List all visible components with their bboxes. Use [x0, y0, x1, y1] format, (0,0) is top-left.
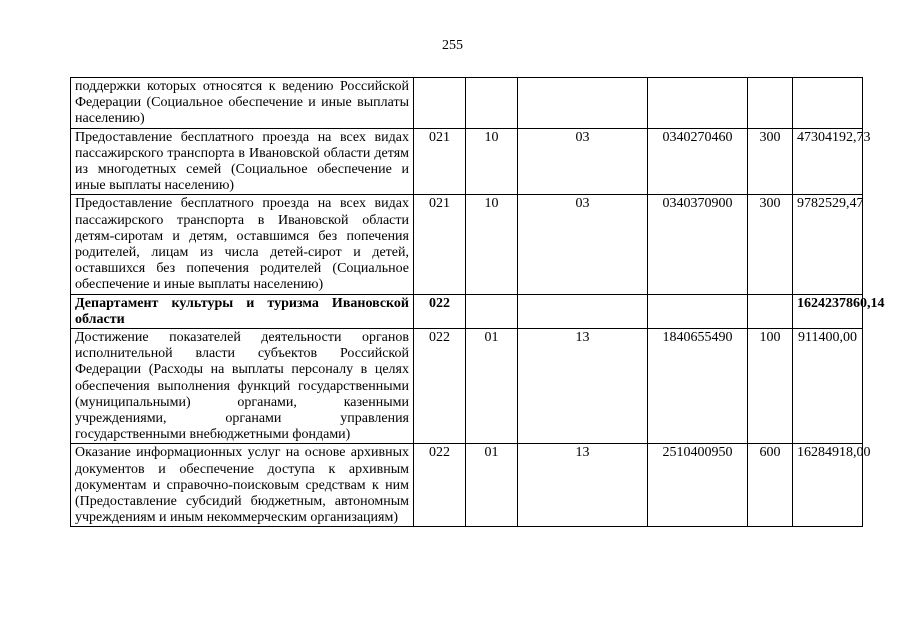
row-ministry-code: 022	[414, 444, 466, 527]
table-row	[71, 329, 863, 444]
row-name-cell: Департамент культуры и туризма Ивановской области	[71, 294, 414, 328]
row-expense-type-code	[748, 78, 793, 129]
row-ministry-code: 022	[414, 294, 466, 328]
row-name-cell: Достижение показателей деятельности органов исполнительной власти субъектов Российской Федерации (Расходы на выплаты персоналу в целях обеспечения выполнения функций государственными (муниципальными) органами, казенными учреждениями, органами управления государственными внебюджетными фондами)	[71, 329, 414, 444]
table-row	[71, 444, 863, 527]
row-section-code: 01	[466, 329, 518, 444]
row-target-code	[648, 294, 748, 328]
row-subsection-code: 03	[518, 128, 648, 195]
row-section-code	[466, 78, 518, 129]
row-section-code: 10	[466, 195, 518, 294]
row-amount: 1624237860,14	[793, 294, 863, 328]
row-section-code: 10	[466, 128, 518, 195]
row-name-cell: Предоставление бесплатного проезда на всех видах пассажирского транспорта в Ивановской области детям-сиротам и детям, оставшимся без попечения родителей, лицам из числа детей-сирот и детей, оставшихся без попечения родителей (Социальное обеспечение и иные выплаты населению)	[71, 195, 414, 294]
row-ministry-code: 022	[414, 329, 466, 444]
row-target-code: 1840655490	[648, 329, 748, 444]
row-subsection-code	[518, 294, 648, 328]
table-row	[71, 294, 863, 328]
table-row	[71, 128, 863, 195]
row-name-cell: Предоставление бесплатного проезда на всех видах пассажирского транспорта в Ивановской области детям из многодетных семей (Социальное обеспечение и иные выплаты населению)	[71, 128, 414, 195]
row-target-code	[648, 78, 748, 129]
row-section-code: 01	[466, 444, 518, 527]
row-amount: 911400,00	[793, 329, 863, 444]
row-ministry-code	[414, 78, 466, 129]
row-expense-type-code: 300	[748, 195, 793, 294]
row-ministry-code: 021	[414, 195, 466, 294]
row-amount: 47304192,73	[793, 128, 863, 195]
row-target-code: 0340370900	[648, 195, 748, 294]
row-ministry-code: 021	[414, 128, 466, 195]
table-row	[71, 195, 863, 294]
row-subsection-code: 13	[518, 329, 648, 444]
row-amount: 16284918,00	[793, 444, 863, 527]
row-name-cell: поддержки которых относятся к ведению Российской Федерации (Социальное обеспечение и иные выплаты населению)	[71, 78, 414, 129]
row-subsection-code	[518, 78, 648, 129]
row-target-code: 0340270460	[648, 128, 748, 195]
row-amount	[793, 78, 863, 129]
row-name-cell: Оказание информационных услуг на основе архивных документов и обеспечение доступа к архивным документам и справочно-поисковым средствам к ним (Предоставление субсидий бюджетным, автономным учреждениям и иным некоммерческим организациям)	[71, 444, 414, 527]
row-subsection-code: 03	[518, 195, 648, 294]
row-amount: 9782529,47	[793, 195, 863, 294]
row-subsection-code: 13	[518, 444, 648, 527]
page-number: 255	[442, 38, 463, 53]
row-expense-type-code	[748, 294, 793, 328]
row-expense-type-code: 100	[748, 329, 793, 444]
row-expense-type-code: 300	[748, 128, 793, 195]
row-section-code	[466, 294, 518, 328]
row-target-code: 2510400950	[648, 444, 748, 527]
table-row	[71, 78, 863, 129]
budget-table	[70, 77, 885, 527]
row-expense-type-code: 600	[748, 444, 793, 527]
